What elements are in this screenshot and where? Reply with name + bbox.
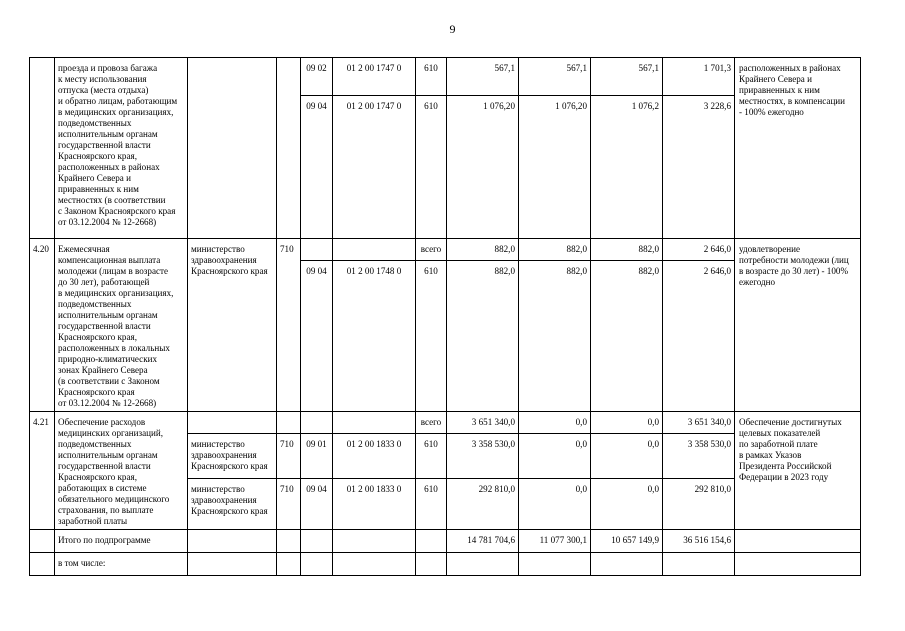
including-label: в том числе:: [55, 553, 188, 576]
vr-code: 610: [416, 479, 447, 530]
executor: министерство здравоохранения Красноярского края: [188, 239, 277, 412]
vr-code: 610: [416, 261, 447, 412]
amount-year3: 0,0: [591, 412, 663, 434]
rzpr-code: 09 04: [301, 479, 333, 530]
row-number: 4.21: [30, 412, 55, 530]
amount-total: 2 646,0: [663, 261, 735, 412]
expected-result: удовлетворение потребности молодежи (лиц в возрасте до 30 лет) - 100% ежегодно: [735, 239, 861, 412]
csr-code: [333, 239, 416, 261]
amount-year1: 882,0: [447, 261, 519, 412]
grbs-code: 710: [277, 239, 301, 412]
table-row: [30, 239, 861, 261]
amount-year1: 14 781 704,6: [447, 530, 519, 553]
totals-label: Итого по подпрограмме: [55, 530, 188, 553]
amount-year2: 567,1: [519, 58, 591, 96]
rzpr-code: 09 02: [301, 58, 333, 96]
amount-year1: 1 076,20: [447, 96, 519, 239]
budget-table: [29, 57, 861, 576]
csr-code: 01 2 00 1747 0: [333, 58, 416, 96]
vr-code: 610: [416, 96, 447, 239]
row-number: [30, 553, 55, 576]
rzpr-code: 09 04: [301, 96, 333, 239]
executor: министерство здравоохранения Красноярского края: [188, 479, 277, 530]
vr-code: всего: [416, 239, 447, 261]
measure-description: проезда и провоза багажа к месту использования отпуска (места отдыха) и обратно лицам, работающим в медицинских организациях, подведомственных исполнительным органам государственной власти Красноярского края, расположенных в районах Крайнего Севера и приравненных к ним местностях (в соответствии с Законом Красноярского края от 03.12.2004 № 12-2668): [55, 58, 188, 239]
amount-year1: 567,1: [447, 58, 519, 96]
grbs-code: 710: [277, 434, 301, 479]
amount-year1: 3 358 530,0: [447, 434, 519, 479]
grbs-code: [277, 58, 301, 239]
csr-code: 01 2 00 1747 0: [333, 96, 416, 239]
amount-year3: 0,0: [591, 479, 663, 530]
amount-total: 3 228,6: [663, 96, 735, 239]
expected-result: Обеспечение достигнутых целевых показателей по заработной плате в рамках Указов Президента Российской Федерации в 2023 году: [735, 412, 861, 530]
amount-total: 2 646,0: [663, 239, 735, 261]
amount-year3: 882,0: [591, 261, 663, 412]
table-row: [30, 553, 861, 576]
page-number: 9: [449, 22, 456, 36]
executor: [188, 58, 277, 239]
rzpr-code: [301, 239, 333, 261]
amount-year3: 0,0: [591, 434, 663, 479]
csr-code: 01 2 00 1748 0: [333, 261, 416, 412]
amount-total: 1 701,3: [663, 58, 735, 96]
measure-description: Обеспечение расходов медицинских организаций, подведомственных исполнительным органам государственной власти Красноярского края, работающих в системе обязательного медицинского страхования, по выплате заработной платы: [55, 412, 188, 530]
rzpr-code: 09 04: [301, 261, 333, 412]
rzpr-code: 09 01: [301, 434, 333, 479]
amount-year3: 882,0: [591, 239, 663, 261]
amount-total: 3 358 530,0: [663, 434, 735, 479]
amount-year2: 0,0: [519, 479, 591, 530]
vr-code: 610: [416, 58, 447, 96]
table-row: [30, 412, 861, 434]
amount-year2: 0,0: [519, 434, 591, 479]
amount-year2: 1 076,20: [519, 96, 591, 239]
amount-year3: 10 657 149,9: [591, 530, 663, 553]
grbs-code: [277, 412, 301, 434]
row-number: [30, 58, 55, 239]
amount-year1: 882,0: [447, 239, 519, 261]
csr-code: 01 2 00 1833 0: [333, 434, 416, 479]
amount-year1: 3 651 340,0: [447, 412, 519, 434]
vr-code: всего: [416, 412, 447, 434]
amount-year2: 0,0: [519, 412, 591, 434]
csr-code: 01 2 00 1833 0: [333, 479, 416, 530]
amount-year2: 882,0: [519, 239, 591, 261]
vr-code: 610: [416, 434, 447, 479]
amount-year2: 882,0: [519, 261, 591, 412]
measure-description: Ежемесячная компенсационная выплата молодежи (лицам в возрасте до 30 лет), работающей в медицинских организациях, подведомственных исполнительным органам государственной власти Красноярского края, расположенных в локальных природно-климатических зонах Крайнего Севера (в соответствии с Законом Красноярского края от 03.12.2004 № 12-2668): [55, 239, 188, 412]
csr-code: [333, 412, 416, 434]
amount-year2: 11 077 300,1: [519, 530, 591, 553]
amount-year3: 567,1: [591, 58, 663, 96]
executor: [188, 412, 277, 434]
grbs-code: 710: [277, 479, 301, 530]
row-number: [30, 530, 55, 553]
amount-total: 292 810,0: [663, 479, 735, 530]
table-row: [30, 58, 861, 96]
rzpr-code: [301, 412, 333, 434]
amount-year1: 292 810,0: [447, 479, 519, 530]
amount-total: 3 651 340,0: [663, 412, 735, 434]
executor: министерство здравоохранения Красноярского края: [188, 434, 277, 479]
amount-year3: 1 076,2: [591, 96, 663, 239]
expected-result: расположенных в районах Крайнего Севера и приравненных к ним местностях, в компенсации - 100% ежегодно: [735, 58, 861, 239]
row-number: 4.20: [30, 239, 55, 412]
table-row: [30, 530, 861, 553]
amount-total: 36 516 154,6: [663, 530, 735, 553]
